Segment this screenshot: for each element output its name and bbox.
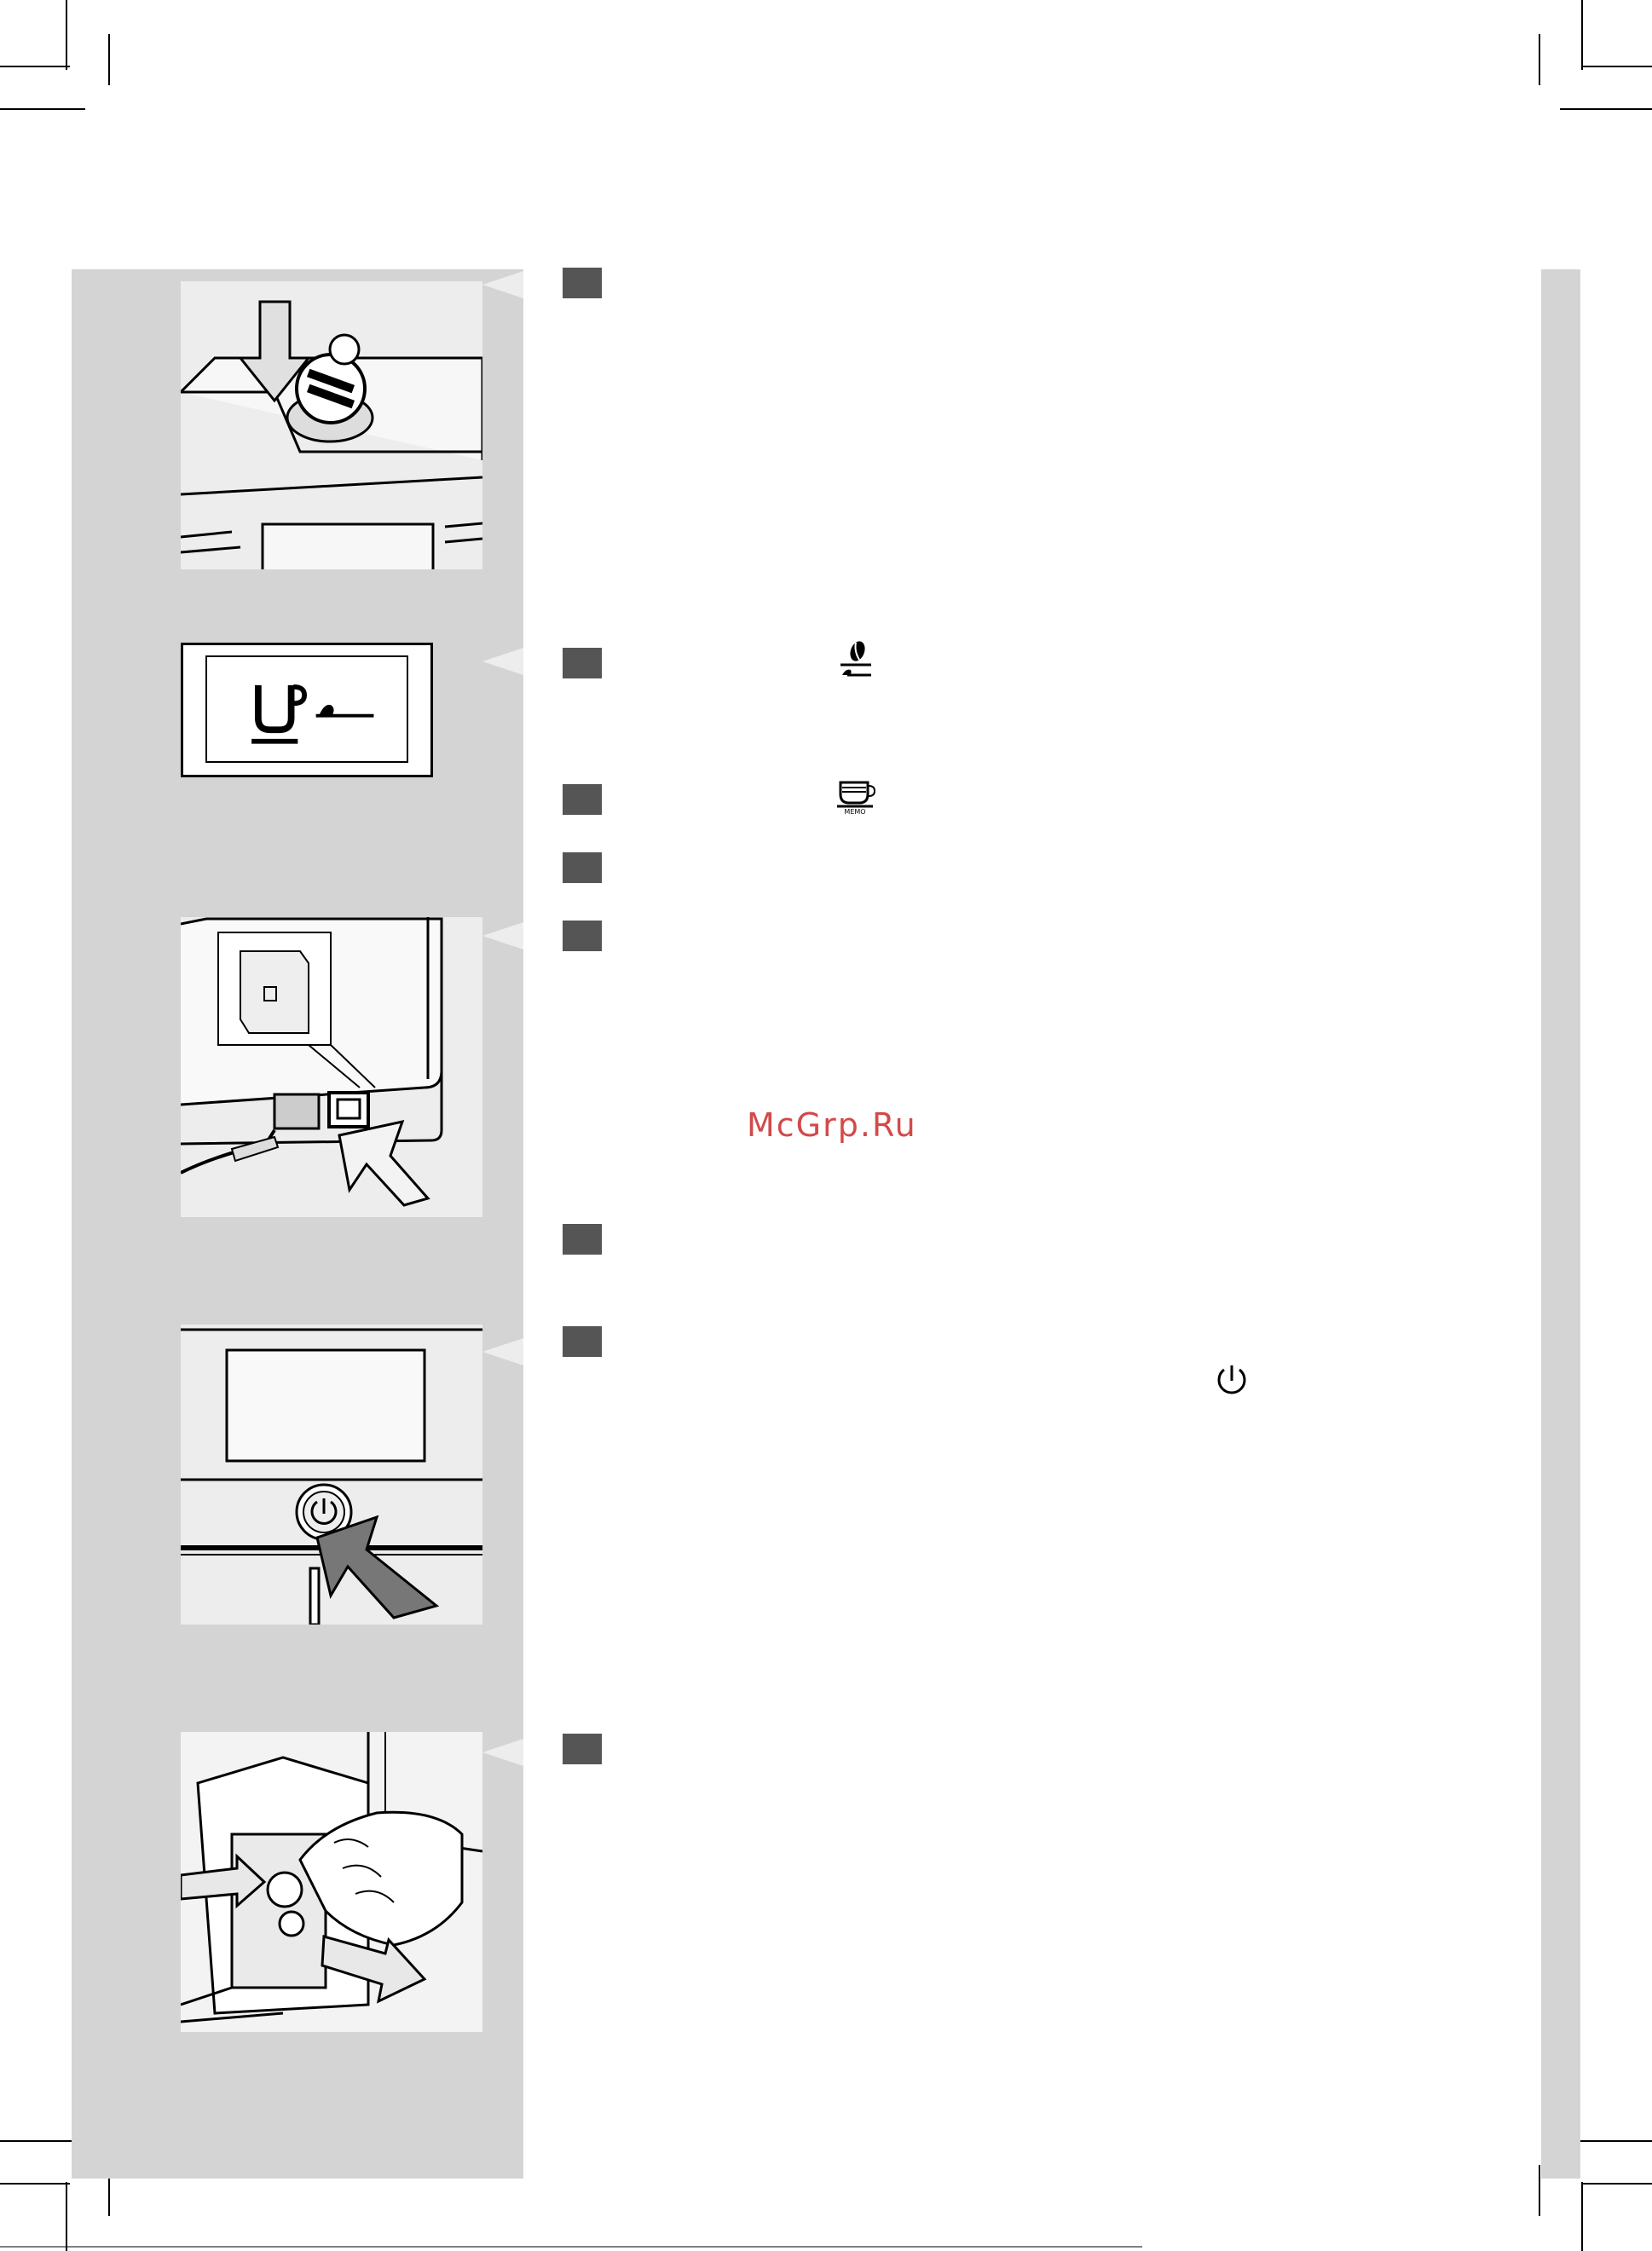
pointer-1 xyxy=(482,271,523,298)
step-box-3 xyxy=(563,784,602,815)
step-box-2 xyxy=(563,648,602,678)
step-box-6 xyxy=(563,1224,602,1255)
pointer-5 xyxy=(482,1739,523,1766)
pointer-4 xyxy=(482,1338,523,1365)
illustration-brew-group xyxy=(181,1732,482,2032)
display-screen xyxy=(205,655,408,763)
cup-icon xyxy=(251,685,304,742)
coffee-bean-spoon-icon xyxy=(837,641,875,680)
right-sidebar xyxy=(1541,269,1580,2179)
step-box-5 xyxy=(563,921,602,951)
illustration-display xyxy=(181,643,433,777)
pointer-2 xyxy=(482,648,523,675)
illustration-standby-button xyxy=(181,1325,482,1625)
power-icon xyxy=(1214,1362,1250,1398)
illustration-water-filter xyxy=(181,281,482,569)
step-box-1 xyxy=(563,268,602,298)
illustration-main-switch xyxy=(181,917,482,1217)
coffee-spoon-icon xyxy=(316,705,374,716)
memo-cup-icon xyxy=(837,779,878,817)
memo-label: MEMO xyxy=(844,808,866,816)
step-box-7 xyxy=(563,1326,602,1357)
watermark: McGrp.Ru xyxy=(747,1106,917,1144)
pointer-3 xyxy=(482,922,523,949)
step-box-8 xyxy=(563,1734,602,1764)
step-box-4 xyxy=(563,852,602,883)
